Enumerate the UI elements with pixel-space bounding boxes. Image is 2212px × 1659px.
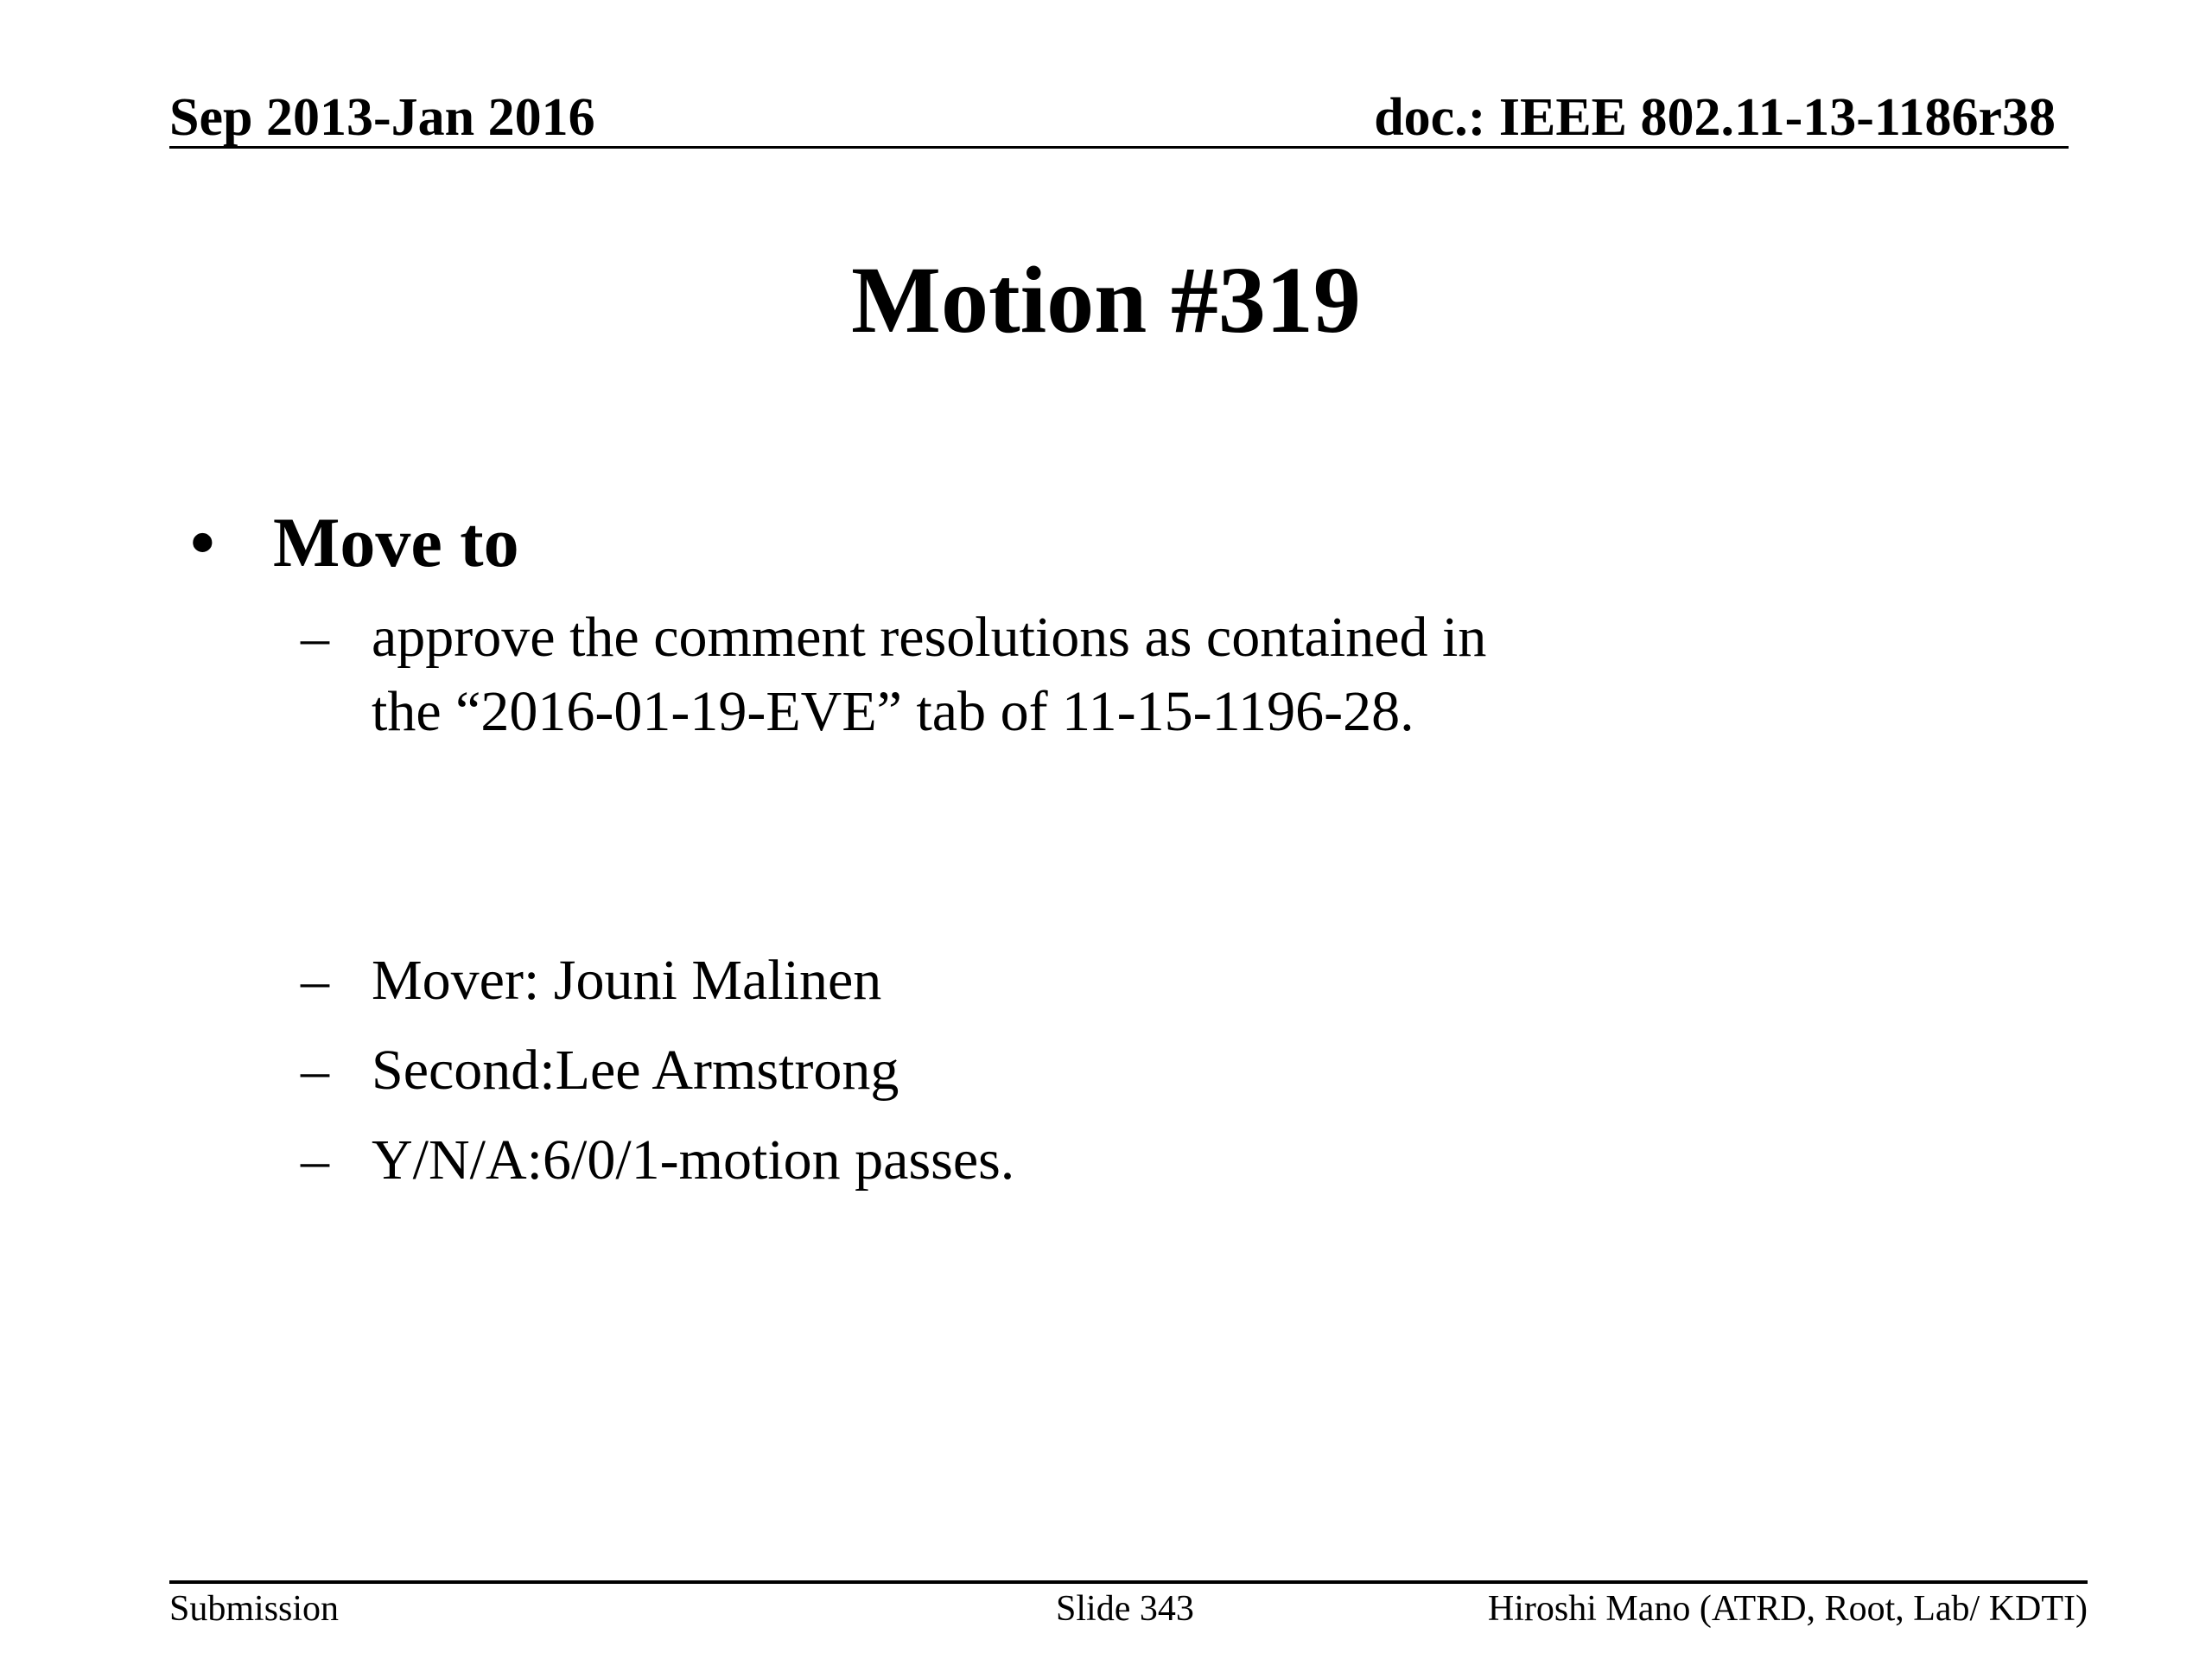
header-doc-id: doc.: IEEE 802.11-13-1186r38 <box>1374 88 2056 147</box>
dash-marker: – <box>301 1128 329 1192</box>
dash-marker: – <box>301 1039 329 1102</box>
slide-title: Motion #319 <box>851 247 1361 353</box>
header-divider <box>169 146 2069 149</box>
mover-text: Mover: Jouni Malinen <box>372 949 882 1012</box>
second-text: Second:Lee Armstrong <box>372 1039 899 1102</box>
bullet-marker: • <box>190 503 215 582</box>
vote-text: Y/N/A:6/0/1-motion passes. <box>372 1128 1015 1192</box>
dash-marker: – <box>301 949 329 1012</box>
footer-submission: Submission <box>169 1589 340 1629</box>
resolution-line-1: approve the comment resolutions as contained in <box>372 606 1487 669</box>
footer-author: Hiroshi Mano (ATRD, Root, Lab/ KDTI) <box>1487 1589 2088 1629</box>
bullet-label: Move to <box>273 503 519 582</box>
footer-slide-number: Slide 343 <box>1056 1589 1194 1629</box>
resolution-text <box>372 601 1486 749</box>
resolution-line-2: the “2016-01-19-EVE” tab of 11-15-1196-28. <box>372 680 1414 743</box>
footer-divider <box>169 1580 2088 1584</box>
header-date-range: Sep 2013-Jan 2016 <box>169 88 595 147</box>
dash-marker: – <box>301 606 329 669</box>
